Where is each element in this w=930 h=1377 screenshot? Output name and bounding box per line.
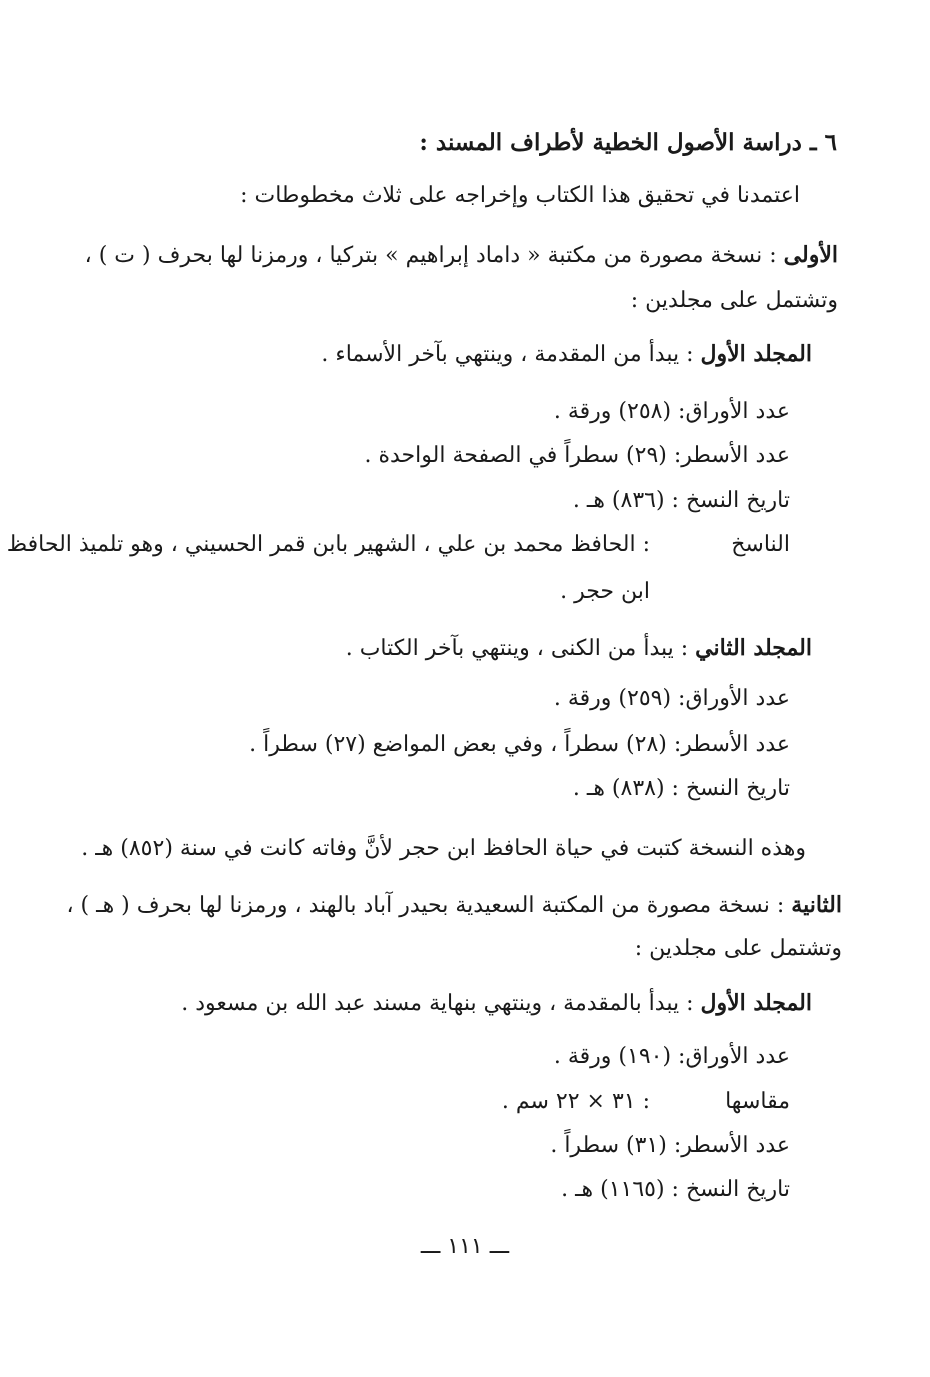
first-copy-vol1-copy-date: تاريخ النسخ : (٨٣٦) هـ .	[572, 488, 790, 513]
second-copy-vol1-text: : يبدأ بالمقدمة ، وينتهي بنهاية مسند عبد الله بن مسعود .	[181, 991, 701, 1016]
first-copy-vol2-label: المجلد الثاني	[695, 635, 812, 661]
copyist-label: الناسخ	[731, 532, 790, 557]
first-copy-vol1-label: المجلد الأول	[700, 341, 812, 367]
second-copy-label: الثانية	[791, 892, 842, 918]
second-copy-vol1-copy-date: تاريخ النسخ : (١١٦٥) هـ .	[561, 1177, 790, 1202]
second-copy-vol1-line	[181, 988, 812, 1019]
page-number: ـــ ١١١ ـــ	[420, 1234, 510, 1259]
first-copy-vol1-copyist	[7, 530, 790, 560]
first-copy-vol2-line	[346, 633, 812, 664]
copyist-text: : الحافظ محمد بن علي ، الشهير بابن قمر الحسيني ، وهو تلميذ الحافظ	[6, 532, 650, 557]
second-copy-text-cont: وتشتمل على مجلدين :	[634, 936, 842, 961]
first-copy-vol1-text: : يبدأ من المقدمة ، وينتهي بآخر الأسماء .	[321, 342, 701, 367]
first-copy-vol2-lines: عدد الأسطر: (٢٨) سطراً ، وفي بعض المواضع (٢٧) سطراً .	[249, 732, 790, 757]
first-copy-vol1-leaves: عدد الأوراق: (٢٥٨) ورقة .	[553, 399, 790, 424]
first-copy-text-cont: وتشتمل على مجلدين :	[630, 288, 838, 313]
second-copy-vol1-lines: عدد الأسطر: (٣١) سطراً .	[550, 1133, 790, 1158]
first-copy-vol2-leaves: عدد الأوراق: (٢٥٩) ورقة .	[553, 686, 790, 711]
first-copy-vol1-lines: عدد الأسطر: (٢٩) سطراً في الصفحة الواحدة .	[364, 443, 790, 468]
first-copy-vol2-text: : يبدأ من الكنى ، وينتهي بآخر الكتاب .	[345, 636, 696, 661]
first-copy-label: الأولى	[783, 242, 838, 268]
second-copy-vol1-label: المجلد الأول	[700, 990, 812, 1016]
first-copy-vol1-line	[321, 339, 812, 370]
size-label: مقاسها	[725, 1089, 790, 1114]
section-title: ٦ ـ دراسة الأصول الخطية لأطراف المسند :	[419, 129, 837, 156]
second-copy-line	[66, 890, 842, 921]
second-copy-vol1-size	[502, 1087, 790, 1117]
intro-paragraph: اعتمدنا في تحقيق هذا الكتاب وإخراجه على ثلاث مخطوطات :	[240, 183, 800, 208]
first-copy-vol1-copyist-cont: ابن حجر .	[560, 579, 650, 604]
first-copy-text: : نسخة مصورة من مكتبة « داماد إبراهيم » بتركيا ، ورمزنا لها بحرف ( ت ) ،	[84, 243, 784, 268]
size-text: : ٣١ × ٢٢ سم .	[501, 1089, 650, 1114]
second-copy-vol1-leaves: عدد الأوراق: (١٩٠) ورقة .	[553, 1044, 790, 1069]
first-copy-vol2-copy-date: تاريخ النسخ : (٨٣٨) هـ .	[572, 776, 790, 801]
first-copy-note: وهذه النسخة كتبت في حياة الحافظ ابن حجر لأنَّ وفاته كانت في سنة (٨٥٢) هـ .	[81, 836, 806, 861]
first-copy-line	[85, 240, 838, 271]
second-copy-text: : نسخة مصورة من المكتبة السعيدية بحيدر آباد بالهند ، ورمزنا لها بحرف ( هـ ) ،	[66, 893, 792, 918]
